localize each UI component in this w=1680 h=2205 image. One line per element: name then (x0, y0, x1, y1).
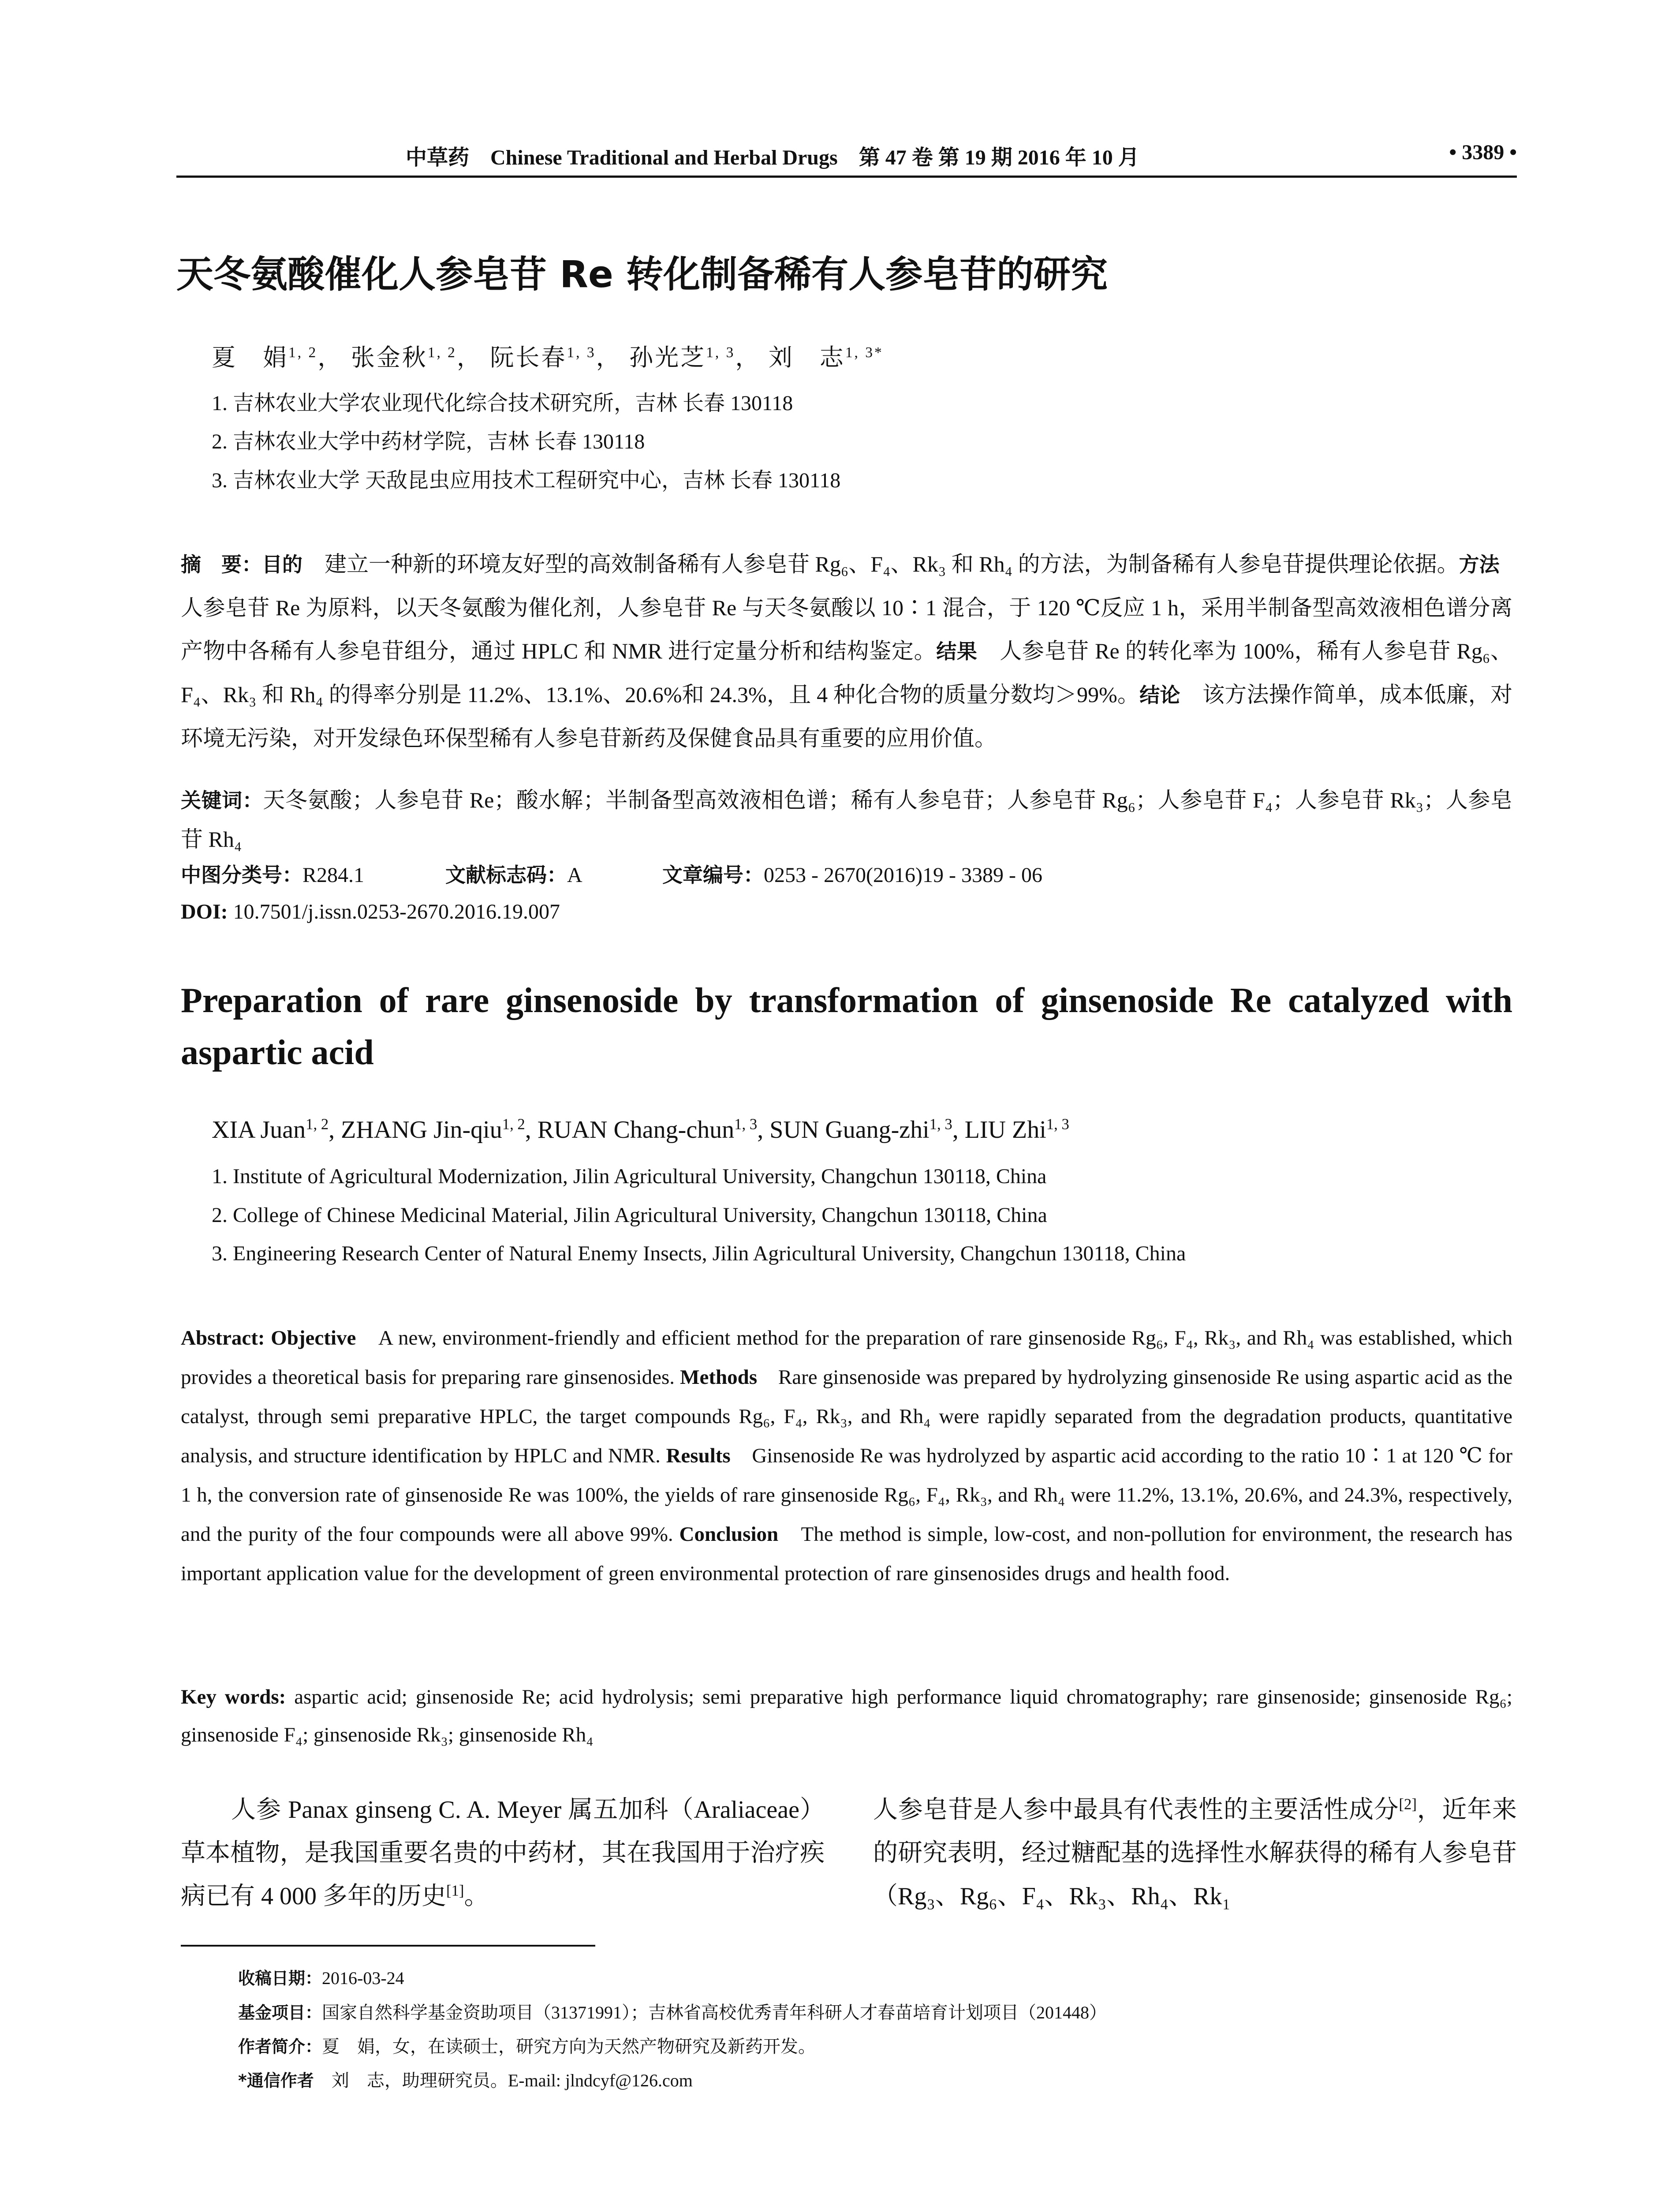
author: 张金秋$^{1, 2}$ (351, 344, 457, 371)
author: 孙光芝$^{1, 3}$ (629, 344, 735, 371)
footnote-received: 收稿日期：2016-03-24 (238, 1968, 404, 1988)
page-number: • 3389 • (1449, 141, 1517, 164)
cn-keywords: 关键词：天冬氨酸；人参皂苷 Re；酸水解；半制备型高效液相色谱；稀有人参皂苷；人参皂苷 Rg₆；人参皂苷 F₄；人参皂苷 Rk₃；人参皂苷 Rh₄ (181, 788, 1513, 852)
en-authors: XIA Juan$^{1, 2}$, ZHANG Jin-qiu$^{1, 2}$, RUAN Chang-chun$^{1, 3}$, SUN Guang-zhi$^{1, 3}$, LIU Zhi$^{1, 3}$ (212, 1115, 1069, 1144)
doi-line: DOI: 10.7501/j.issn.0253-2670.2016.19.007 (181, 900, 560, 923)
en-affiliation-2: 2. College of Chinese Medicinal Material, Jilin Agricultural University, Changchun 130118, China (212, 1203, 1047, 1227)
author: 刘 志$^{1, 3*}$ (768, 344, 884, 371)
citation-1: [1] (446, 1882, 464, 1899)
abstract-label: 摘 要： (181, 553, 262, 576)
footnote-rule (181, 1945, 595, 1947)
journal-en: Chinese Traditional and Herbal Drugs (490, 146, 838, 169)
journal-cn: 中草药 (406, 146, 470, 169)
author: 阮长春$^{1, 3}$ (490, 344, 596, 371)
running-header (176, 140, 1517, 171)
journal-line (406, 140, 1139, 171)
header-rule (176, 176, 1517, 178)
en-abstract: Abstract: Objective A new, environment-friendly and efficient method for the preparation of rare ginsenoside Rg₆, F₄, Rk₃, and Rh₄ was established, which provides a theoretical basis for preparing rare ginsenosides. Methods Rare ginsenoside was prepared by hydrolyzing ginsenoside Re using aspartic acid as the catalyst, through semi preparative HPLC, the target compounds Rg₆, F₄, Rk₃, and Rh₄ were rapidly separated from the degradation products, quantitative analysis, and structure identification by HPLC and NMR. Results Ginsenoside Re was hydrolyzed by aspartic acid according to the ratio 10∶1 at 120 ℃ for 1 h, the conversion rate of ginsenoside Re was 100%, the yields of rare ginsenoside Rg₆, F₄, Rk₃, and Rh₄ were 11.2%, 13.1%, 20.6%, and 24.3%, respectively, and the purity of the four compounds were all above 99%. Conclusion The method is simple, low-cost, and non-pollution for environment, the research has important application value for the development of green environmental protection of rare ginsenosides drugs and health food. (181, 1327, 1513, 1585)
cn-affiliation-1: 1. 吉林农业大学农业现代化综合技术研究所，吉林 长春 130118 (212, 392, 793, 415)
cn-title: 天冬氨酸催化人参皂苷 Re 转化制备稀有人参皂苷的研究 (176, 253, 1108, 296)
cn-abstract: 摘 要：目的 建立一种新的环境友好型的高效制备稀有人参皂苷 Rg₆、F₄、Rk₃ 和 Rh₄ 的方法，为制备稀有人参皂苷提供理论依据。方法 人参皂苷 Re 为原料，以天冬氨酸为催化剂，人参皂苷 Re 与天冬氨酸以 10∶1 混合，于 120 ℃反应 1 h，采用半制备型高效液相色谱分离产物中各稀有人参皂苷组分，通过 HPLC 和 NMR 进行定量分析和结构鉴定。结果 人参皂苷 Re 的转化率为 100%，稀有人参皂苷 Rg₆、F₄、Rk₃ 和 Rh₄ 的得率分别是 11.2%、13.1%、20.6%和 24.3%，且 4 种化合物的质量分数均＞99%。结论 该方法操作简单，成本低廉，对环境无污染，对开发绿色环保型稀有人参皂苷新药及保健食品具有重要的应用价值。 (181, 552, 1522, 751)
issue-info: 第 47 卷 第 19 期 2016 年 10 月 (859, 146, 1139, 169)
cn-affiliation-2: 2. 吉林农业大学中药材学院，吉林 长春 130118 (212, 430, 645, 453)
en-affiliation-1: 1. Institute of Agricultural Modernization, Jilin Agricultural University, Changchun 130118, China (212, 1165, 1047, 1188)
body-left-column: 人参 Panax ginseng C. A. Meyer 属五加科（Araliaceae）草本植物，是我国重要名贵的中药材，其在我国用于治疗疾病已有 4 000 多年的历史[1]。 (181, 1796, 825, 1910)
en-title: Preparation of rare ginsenoside by transformation of ginsenoside Re catalyzed with aspartic acid (181, 981, 1512, 1072)
en-affiliation-3: 3. Engineering Research Center of Natural Enemy Insects, Jilin Agricultural University, Changchun 130118, China (212, 1242, 1186, 1265)
body-right-column: 人参皂苷是人参中最具有代表性的主要活性成分[2]，近年来的研究表明，经过糖配基的选择性水解获得的稀有人参皂苷（Rg₃、Rg₆、F₄、Rk₃、Rh₄、Rk₁ (873, 1795, 1517, 1910)
classification-line: 中图分类号：R284.1 文献标志码：A 文章编号：0253 - 2670(2016)19 - 3389 - 06 (181, 863, 1042, 887)
footnote-author-bio: 作者简介：夏 娟，女，在读硕士，研究方向为天然产物研究及新药开发。 (238, 2037, 816, 2056)
cn-authors: 夏 娟$^{1, 2}$， 张金秋$^{1, 2}$， 阮长春$^{1, 3}$， 孙光芝$^{1, 3}$， 刘 志$^{1, 3*}$ (212, 344, 884, 371)
cn-affiliation-3: 3. 吉林农业大学 天敌昆虫应用技术工程研究中心，吉林 长春 130118 (212, 469, 841, 492)
author: 夏 娟$^{1, 2}$ (212, 344, 318, 371)
footnote-funding: 基金项目：国家自然科学基金资助项目（31371991）；吉林省高校优秀青年科研人才春苗培育计划项目（201448） (238, 2003, 1107, 2022)
footnote-corresponding: *通信作者 刘 志，助理研究员。E-mail: jlndcyf@126.com (238, 2070, 693, 2090)
citation-2: [2] (1399, 1795, 1417, 1813)
en-keywords: Key words: aspartic acid; ginsenoside Re; acid hydrolysis; semi preparative high performance liquid chromatography; rare ginsenoside; ginsenoside Rg₆; ginsenoside F₄; ginsenoside Rk₃; ginsenoside Rh₄ (181, 1686, 1512, 1746)
